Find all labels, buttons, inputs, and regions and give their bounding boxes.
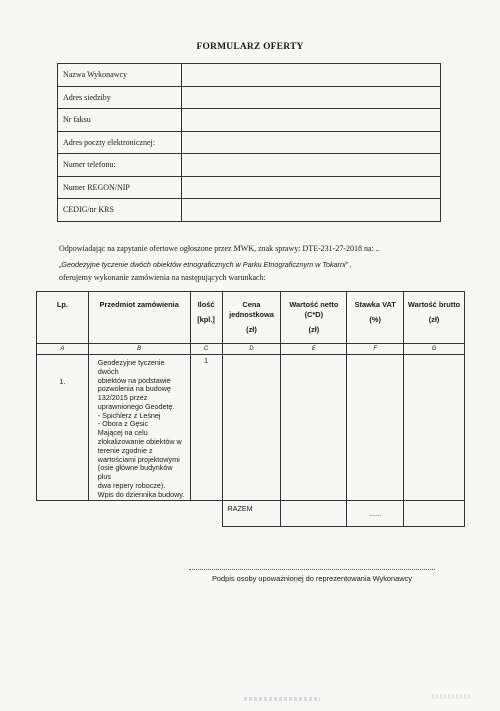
item-description-line: - Obora z Gęsic <box>97 419 149 429</box>
column-letter: B <box>88 344 190 355</box>
contractor-field-value[interactable] <box>182 176 441 199</box>
item-description-line: Wpis do dziennika budowy. <box>97 489 185 499</box>
item-lp: 1. <box>37 355 89 501</box>
contractor-field-label: CEDIG/nr KRS <box>58 199 182 222</box>
offer-table <box>36 291 465 527</box>
signature-line[interactable] <box>189 569 435 570</box>
offer-header-row <box>37 292 465 344</box>
scan-artifact <box>244 697 320 701</box>
item-description-line: - Spichlerz z Leśnej <box>97 410 161 420</box>
offer-item-row <box>37 355 465 501</box>
header-gross-value: Wartość brutto (zł) <box>404 292 465 344</box>
contractor-field-value[interactable] <box>182 86 441 109</box>
contractor-field-row <box>58 131 441 154</box>
column-letter: E <box>281 344 347 355</box>
contractor-field-row <box>58 154 441 177</box>
sum-gross-field[interactable] <box>404 501 465 527</box>
item-description-line: terenie zgodnie z <box>97 445 153 455</box>
item-gross-value-field[interactable] <box>404 355 465 501</box>
contractor-field-value[interactable] <box>182 154 441 177</box>
header-net-value: Wartość netto (C*D) (zł) <box>281 292 347 344</box>
intro-line-3: oferujemy wykonanie zamówienia na następujących warunkach: <box>59 273 266 282</box>
item-description-line: obiektów na podstawie <box>97 375 171 385</box>
contractor-field-value[interactable] <box>182 131 441 154</box>
contractor-field-value[interactable] <box>182 199 441 222</box>
contractor-field-label: Numer REGON/NIP <box>58 176 182 199</box>
item-net-value-field[interactable] <box>281 355 347 501</box>
contractor-field-row <box>58 199 441 222</box>
item-description-line: (osie główne budynków plus <box>97 463 173 482</box>
item-vat-rate-field[interactable] <box>347 355 404 501</box>
signature-caption: Podpis osoby upoważnionej do reprezentowania Wykonawcy <box>211 574 412 583</box>
contractor-field-row <box>58 109 441 132</box>
item-description-line: zlokalizowanie obiektów w <box>97 437 182 447</box>
contractor-field-label: Adres poczty elektronicznej: <box>58 131 182 154</box>
header-quantity: Ilość [kpl.] <box>190 292 222 344</box>
contractor-field-value[interactable] <box>182 109 441 132</box>
sum-net-field[interactable] <box>281 501 347 527</box>
item-description-line: dwa repery robocze). <box>97 480 166 490</box>
header-vat-rate: Stawka VAT (%) <box>347 292 404 344</box>
item-description-line: 132/2015 przez <box>97 393 148 403</box>
intro-line-1: Odpowiadając na zapytanie ofertowe ogłoszone przez MWK, znak sprawy: DTE-231-27-2018 na: .. <box>59 244 380 253</box>
column-letter: F <box>347 344 404 355</box>
column-letter: A <box>37 344 89 355</box>
item-quantity: 1 <box>190 355 222 501</box>
item-description-line: pozwolenia na budowę <box>97 384 171 394</box>
column-letters-row <box>37 344 465 355</box>
contractor-field-label: Adres siedziby <box>58 86 182 109</box>
sum-row <box>37 501 465 527</box>
contractor-info-table <box>57 63 441 222</box>
sum-label: RAZEM <box>222 501 281 527</box>
header-subject: Przedmiot zamówienia <box>88 292 190 344</box>
header-unit-price: Cena jednostkowa (zł) <box>222 292 281 344</box>
contractor-field-label: Nazwa Wykonawcy <box>58 64 182 87</box>
contractor-field-label: Nr faksu <box>58 109 182 132</box>
contractor-field-row <box>58 64 441 87</box>
item-unit-price-field[interactable] <box>222 355 281 501</box>
item-description-line: Mającej na celu <box>97 428 148 438</box>
document-title: FORMULARZ OFERTY <box>196 42 304 52</box>
column-letter: C <box>190 344 222 355</box>
sum-vat-field[interactable]: ...... <box>347 501 404 527</box>
intro-line-2-subject: „Geodezyjne tyczenie dwóch obiektów etnograficznych w Parku Etnograficznym w Tokarni” , <box>59 260 352 269</box>
contractor-field-label: Numer telefonu: <box>58 154 182 177</box>
item-description-line: wartościami projektowymi <box>97 454 180 464</box>
item-description-line: Geodezyjne tyczenie dwóch <box>97 358 165 376</box>
column-letter: D <box>222 344 281 355</box>
contractor-field-row <box>58 176 441 199</box>
header-lp: Lp. <box>37 292 89 344</box>
contractor-field-value[interactable] <box>182 64 441 87</box>
item-description <box>88 355 190 501</box>
item-description-line: uprawnionego Geodetę. <box>97 401 175 411</box>
contractor-field-row <box>58 86 441 109</box>
scan-artifact <box>432 694 470 699</box>
column-letter: G <box>404 344 465 355</box>
